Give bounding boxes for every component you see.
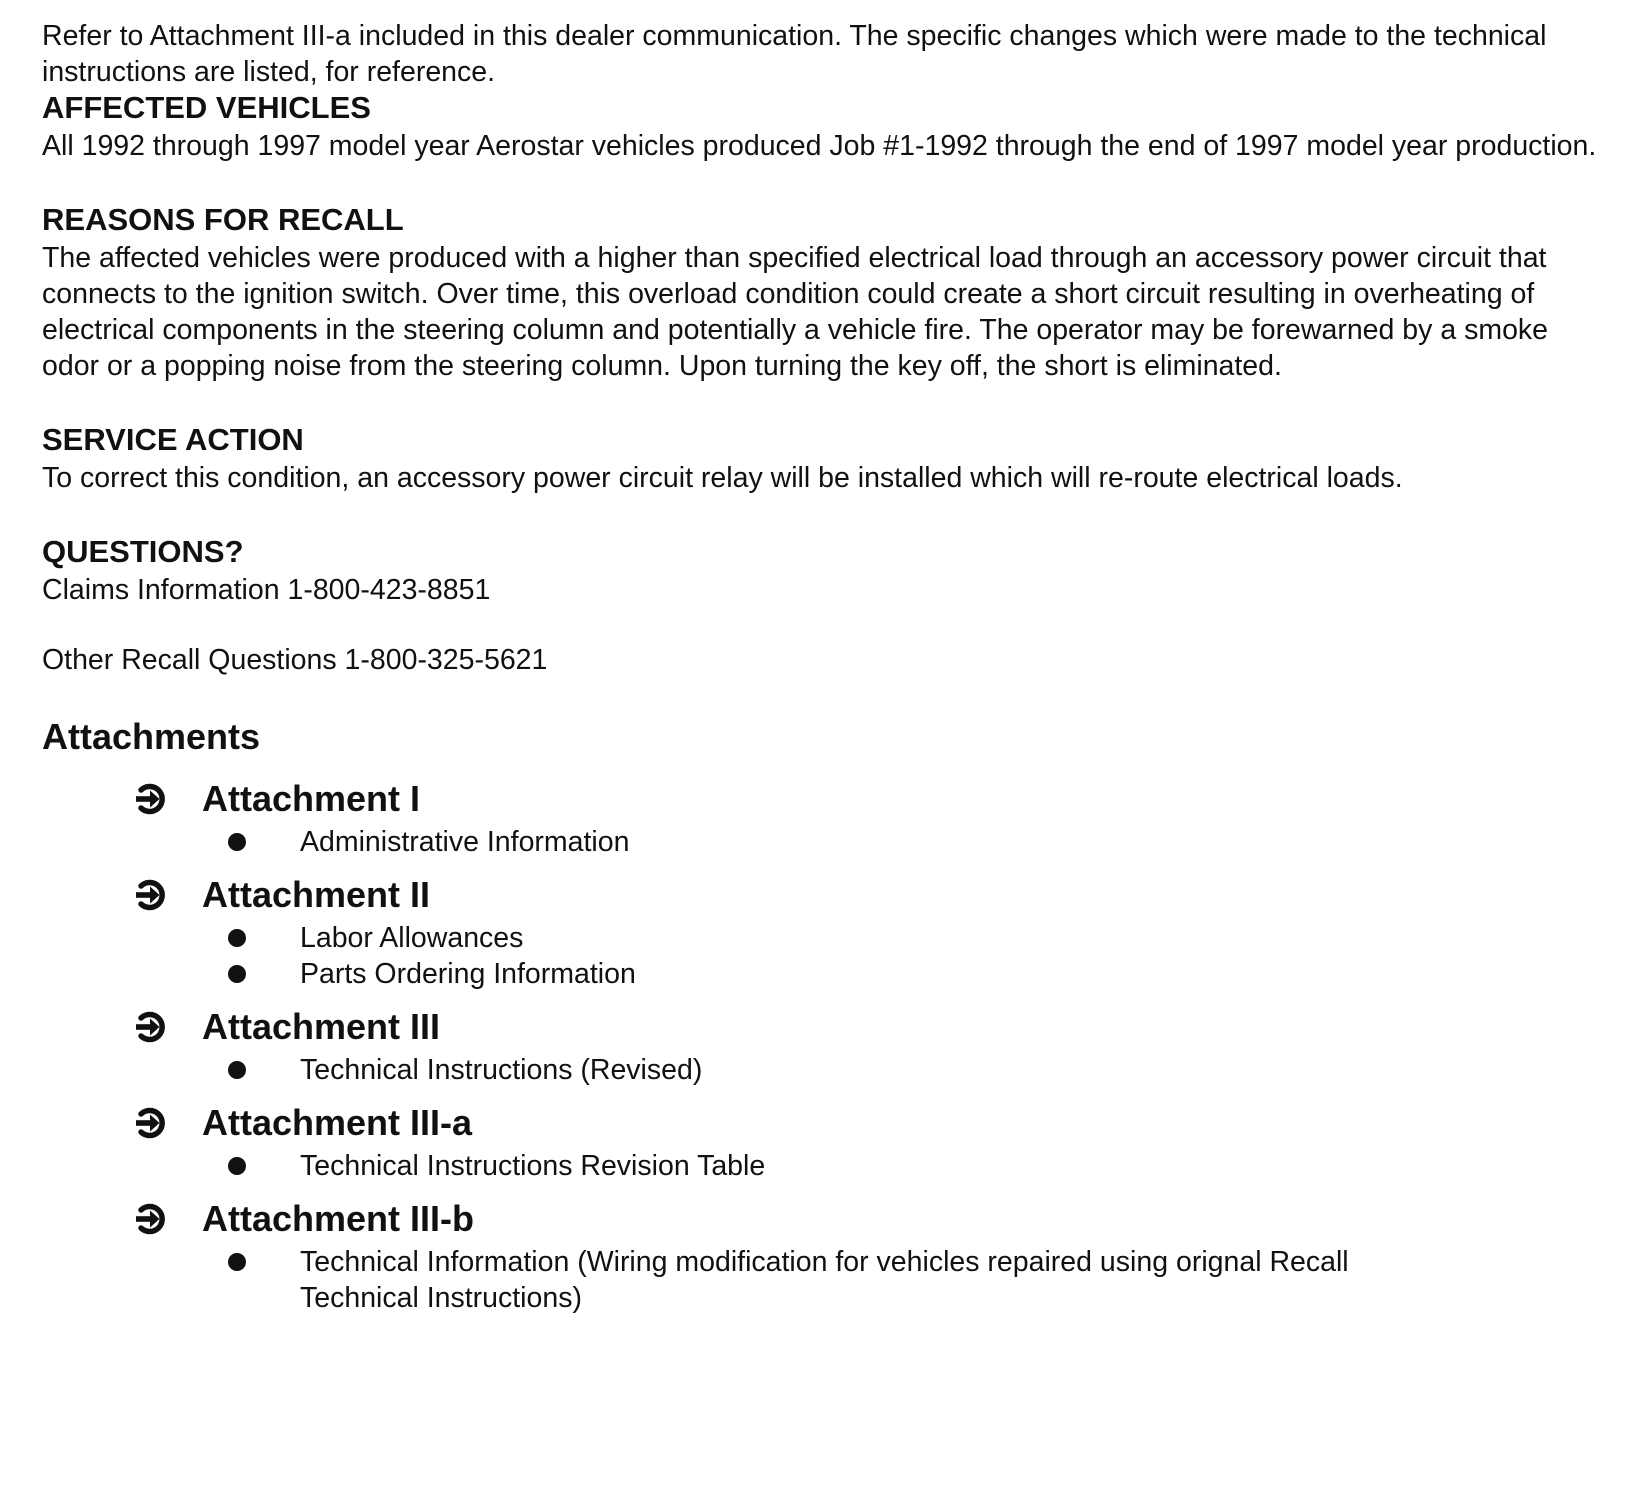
attachment-sub-text: Parts Ordering Information bbox=[300, 958, 636, 990]
affected-vehicles-section bbox=[42, 90, 1602, 164]
bullet-dot-icon bbox=[228, 833, 246, 851]
bullet-dot-icon bbox=[228, 1061, 246, 1079]
attachment-label: Attachment III bbox=[202, 1006, 441, 1047]
attachment-header bbox=[42, 776, 1602, 822]
attachment-sub-list bbox=[42, 824, 1602, 860]
reasons-for-recall-section bbox=[42, 202, 1602, 384]
questions-section bbox=[42, 534, 1602, 678]
attachment-sub-text: Technical Instructions (Revised) bbox=[300, 1054, 703, 1086]
circled-arrow-right-icon bbox=[134, 783, 166, 815]
attachment-sub-list bbox=[42, 1052, 1602, 1088]
bullet-dot-icon bbox=[228, 965, 246, 983]
attachment-item bbox=[42, 1196, 1602, 1316]
reasons-for-recall-heading: REASONS FOR RECALL bbox=[42, 202, 404, 237]
attachments-heading: Attachments bbox=[42, 716, 261, 757]
questions-heading: QUESTIONS? bbox=[42, 534, 244, 569]
attachment-sub-item bbox=[42, 1148, 1602, 1184]
attachment-sub-text: Technical Information (Wiring modification for vehicles repaired using orignal Recall Technical Instructions) bbox=[300, 1246, 1349, 1314]
attachment-item bbox=[42, 872, 1602, 992]
attachment-sub-list bbox=[42, 1244, 1602, 1316]
attachment-label: Attachment II bbox=[202, 874, 431, 915]
document-page bbox=[42, 18, 1602, 1328]
bullet-dot-icon bbox=[228, 929, 246, 947]
attachment-sub-item bbox=[42, 1052, 1602, 1088]
service-action-text: To correct this condition, an accessory power circuit relay will be installed which will re-route electrical loads. bbox=[42, 462, 1403, 494]
attachment-sub-item bbox=[42, 824, 1602, 860]
attachment-sub-item bbox=[42, 956, 1602, 992]
affected-vehicles-text: All 1992 through 1997 model year Aerostar vehicles produced Job #1-1992 through the end of 1997 model year production. bbox=[42, 130, 1597, 162]
attachment-header bbox=[42, 1196, 1602, 1242]
claims-information: Claims Information 1-800-423-8851 bbox=[42, 574, 491, 606]
attachment-header bbox=[42, 1004, 1602, 1050]
attachment-sub-item bbox=[42, 920, 1602, 956]
attachment-sub-list bbox=[42, 1148, 1602, 1184]
service-action-heading: SERVICE ACTION bbox=[42, 422, 304, 457]
attachment-label: Attachment III-a bbox=[202, 1102, 473, 1143]
attachment-sub-text: Administrative Information bbox=[300, 826, 630, 858]
attachment-header bbox=[42, 1100, 1602, 1146]
attachment-label: Attachment I bbox=[202, 778, 421, 819]
attachment-sub-text: Technical Instructions Revision Table bbox=[300, 1150, 766, 1182]
attachment-header bbox=[42, 872, 1602, 918]
attachment-item bbox=[42, 1004, 1602, 1088]
other-recall-questions: Other Recall Questions 1-800-325-5621 bbox=[42, 644, 548, 676]
attachment-item bbox=[42, 1100, 1602, 1184]
attachment-sub-list bbox=[42, 920, 1602, 992]
reasons-for-recall-text: The affected vehicles were produced with a higher than specified electrical load through an accessory power circuit that connects to the ignition switch. Over time, this overload condition could create a short circuit resulting in overheating of electrical components in the steering column and potentially a vehicle fire. The operator may be forewarned by a smoke odor or a popping noise from the steering column. Upon turning the key off, the short is eliminated. bbox=[42, 242, 1549, 382]
intro-paragraph: Refer to Attachment III-a included in this dealer communication. The specific changes which were made to the technical instructions are listed, for reference. bbox=[42, 20, 1547, 88]
bullet-dot-icon bbox=[228, 1157, 246, 1175]
attachment-item bbox=[42, 776, 1602, 860]
attachment-label: Attachment III-b bbox=[202, 1198, 475, 1239]
circled-arrow-right-icon bbox=[134, 1107, 166, 1139]
affected-vehicles-heading: AFFECTED VEHICLES bbox=[42, 90, 371, 125]
service-action-section bbox=[42, 422, 1602, 496]
bullet-dot-icon bbox=[228, 1253, 246, 1271]
attachments-list bbox=[42, 776, 1602, 1316]
circled-arrow-right-icon bbox=[134, 1011, 166, 1043]
attachment-sub-text: Labor Allowances bbox=[300, 922, 524, 954]
circled-arrow-right-icon bbox=[134, 879, 166, 911]
attachment-sub-item bbox=[42, 1244, 1602, 1316]
circled-arrow-right-icon bbox=[134, 1203, 166, 1235]
